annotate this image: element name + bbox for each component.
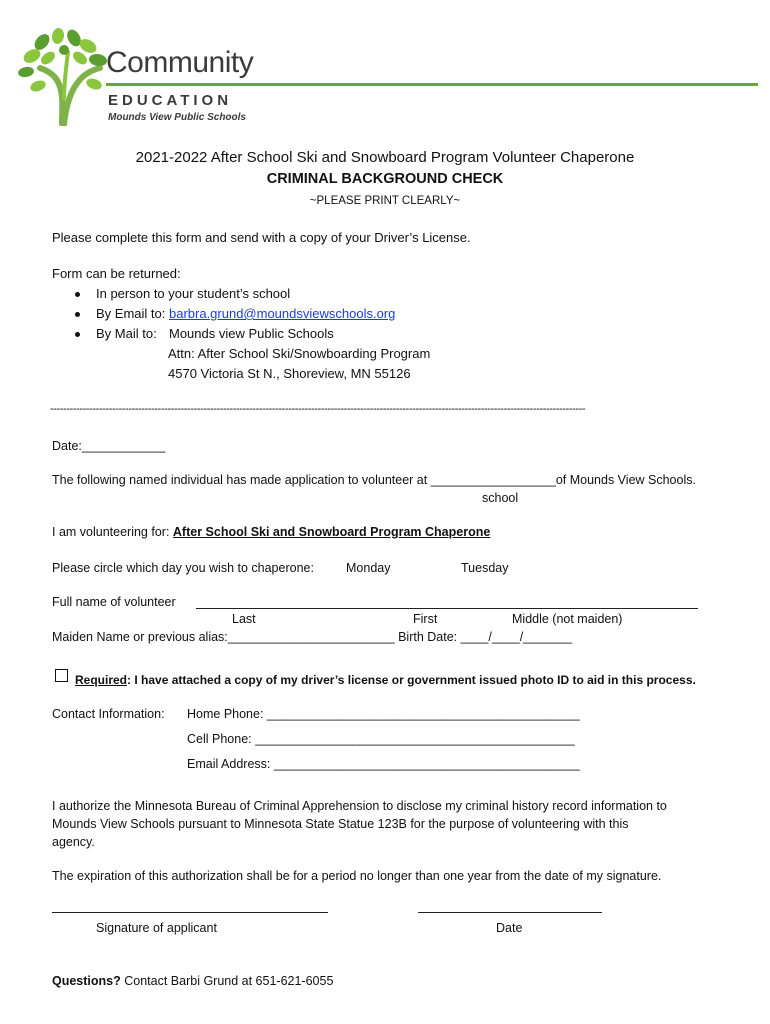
- questions-label: Questions?: [52, 974, 121, 988]
- signature-caption: Signature of applicant: [96, 921, 217, 935]
- fullname-middle-caption: Middle (not maiden): [512, 612, 623, 626]
- home-phone-field[interactable]: Home Phone: _____________________________________________: [187, 707, 580, 721]
- logo-community-word: Community: [106, 46, 254, 79]
- maiden-birthdate-line[interactable]: Maiden Name or previous alias:________________________ Birth Date: ____/____/_______: [52, 630, 572, 644]
- questions-text: Contact Barbi Grund at 651-621-6055: [120, 974, 334, 988]
- day-option-tuesday[interactable]: Tuesday: [461, 561, 509, 575]
- return-option-in-person: In person to your student’s school: [96, 286, 291, 301]
- logo: [18, 28, 758, 128]
- authorization-line2: Mounds View Schools pursuant to Minnesota State Statue 123B for the purpose of volunteering with this: [52, 817, 629, 831]
- fullname-first-caption: First: [413, 612, 438, 626]
- school-caption: school: [482, 491, 519, 505]
- form-title: 2021-2022 After School Ski and Snowboard Program Volunteer Chaperone: [135, 149, 635, 166]
- bullet: [75, 312, 80, 317]
- form-heading: CRIMINAL BACKGROUND CHECK: [266, 171, 504, 187]
- questions-contact: [52, 974, 333, 988]
- tree-logo-icon: [18, 28, 113, 126]
- contact-label: Contact Information:: [52, 707, 165, 721]
- return-heading: Form can be returned:: [52, 266, 181, 281]
- logo-rule: [106, 83, 758, 86]
- return-option-email: [96, 306, 395, 321]
- date-field[interactable]: Date:____________: [52, 439, 166, 453]
- application-text: The following named individual has made application to volunteer at __________________of Mounds View Schools.: [52, 473, 696, 487]
- divider: --------------------------------------------------------------------------------------------------------------------------------------------------------------------: [50, 403, 586, 415]
- volunteering-prefix: I am volunteering for:: [52, 525, 170, 539]
- logo-education-word: EDUCATION: [108, 92, 233, 109]
- required-checkbox[interactable]: [55, 669, 68, 682]
- required-label: Required: [75, 673, 128, 687]
- signature-date-caption: Date: [496, 921, 523, 935]
- signature-line[interactable]: [52, 912, 328, 913]
- authorization-line1: I authorize the Minnesota Bureau of Criminal Apprehension to disclose my criminal history record information to: [52, 799, 667, 813]
- mail-address-line3: 4570 Victoria St N., Shoreview, MN 55126: [168, 366, 411, 381]
- email-link[interactable]: barbra.grund@moundsviewschools.org: [168, 306, 396, 321]
- email-prefix: By Email to:: [96, 306, 166, 321]
- bullet: [75, 332, 80, 337]
- circle-day-label: Please circle which day you wish to chaperone:: [52, 561, 314, 575]
- fullname-last-caption: Last: [232, 612, 256, 626]
- cell-phone-field[interactable]: Cell Phone: ______________________________________________: [187, 732, 575, 746]
- email-address-field[interactable]: Email Address: ____________________________________________: [187, 757, 580, 771]
- volunteering-value: After School Ski and Snowboard Program Chaperone: [172, 525, 491, 539]
- print-clearly-note: ~PLEASE PRINT CLEARLY~: [309, 195, 461, 207]
- logo-district-name: Mounds View Public Schools: [108, 112, 246, 123]
- bullet: [75, 292, 80, 297]
- fullname-label: Full name of volunteer: [52, 595, 176, 609]
- mail-prefix: By Mail to:: [96, 326, 157, 341]
- required-statement: [75, 673, 696, 687]
- intro-text: Please complete this form and send with a copy of your Driver’s License.: [52, 230, 471, 245]
- day-option-monday[interactable]: Monday: [346, 561, 391, 575]
- signature-date-line[interactable]: [418, 912, 602, 913]
- required-text: : I have attached a copy of my driver’s license or government issued photo ID to aid in this process.: [127, 673, 696, 687]
- fullname-line[interactable]: [196, 608, 698, 609]
- expiration-text: The expiration of this authorization shall be for a period no longer than one year from the date of my signature.: [52, 869, 662, 883]
- mail-address-line2: Attn: After School Ski/Snowboarding Program: [168, 346, 431, 361]
- mail-address-line1: Mounds view Public Schools: [169, 326, 334, 341]
- volunteering-for: [52, 525, 490, 539]
- authorization-line3: agency.: [52, 835, 95, 849]
